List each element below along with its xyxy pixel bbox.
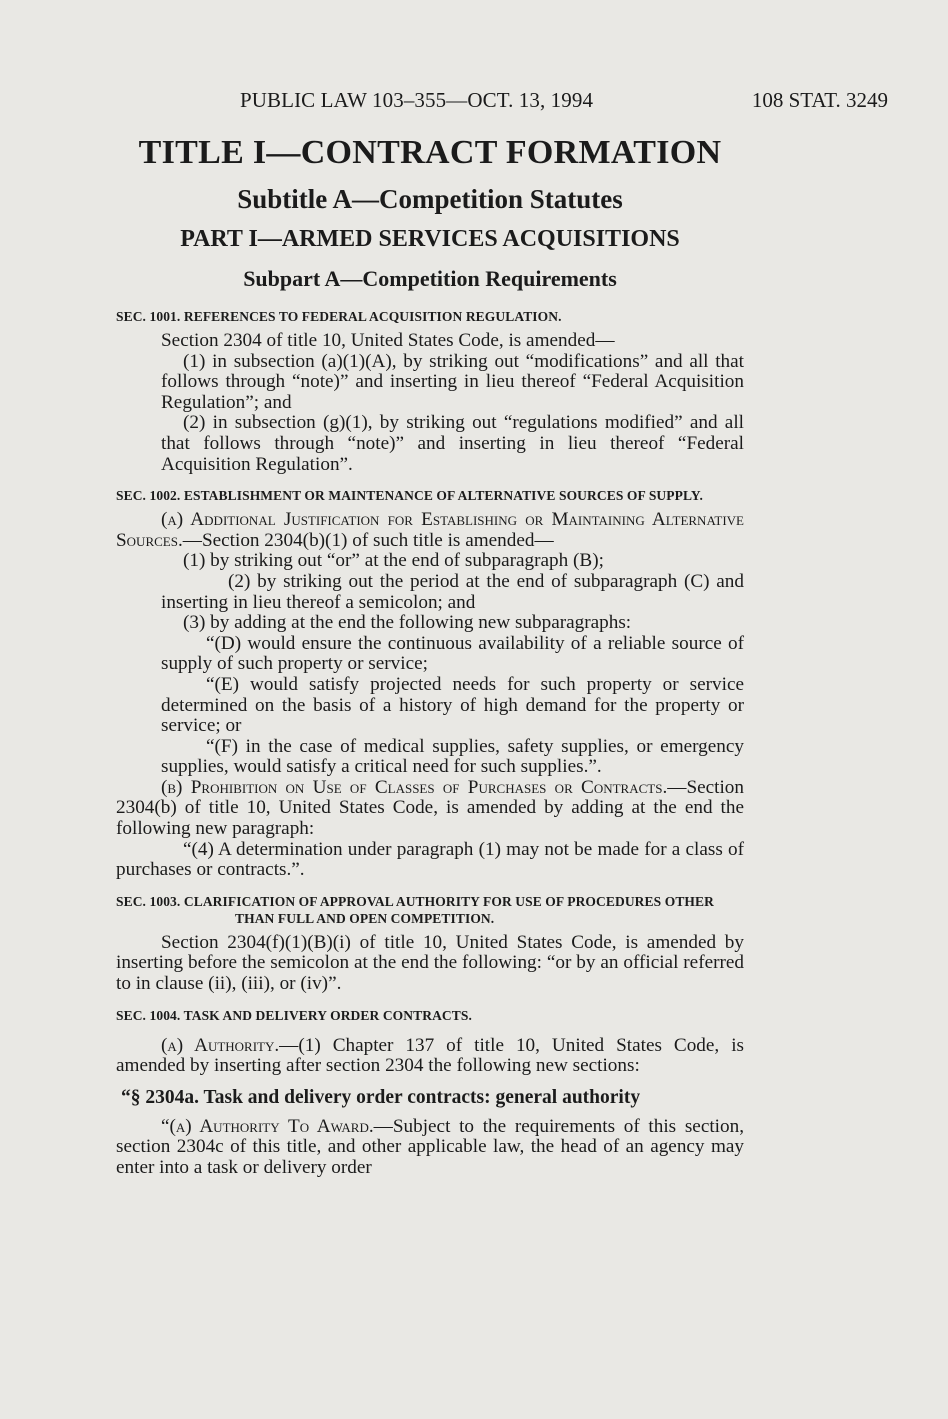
sec-1002-b-caption: (b) Prohibition on Use of Classes of Purchases or Contracts. xyxy=(161,776,668,798)
sec-1002-heading: SEC. 1002. ESTABLISHMENT OR MAINTENANCE OF ALTERNATIVE SOURCES OF SUPPLY. xyxy=(116,488,703,504)
sec-1002-item-1: (1) by striking out “or” at the end of subparagraph (B); xyxy=(183,550,604,572)
section-2304a-a xyxy=(116,1117,744,1179)
sec-1002-item-e: “(E) would satisfy projected needs for such property or service determined on the basis of a history of high demand for the property or service; or xyxy=(161,673,744,737)
sec-1002-a-text: —Section 2304(b)(1) of such title is amended— xyxy=(182,529,554,551)
sec-1003-heading: SEC. 1003. CLARIFICATION OF APPROVAL AUTHORITY FOR USE OF PROCEDURES OTHER THAN FULL AND OPEN COMPETITION. xyxy=(116,893,714,926)
sec-1003-text: Section 2304(f)(1)(B)(i) of title 10, United States Code, is amended by inserting before the semicolon at the end the following: “or by an official referred to in clause (ii), (iii), or (iv)”. xyxy=(116,931,744,995)
sec-1001-heading: SEC. 1001. REFERENCES TO FEDERAL ACQUISITION REGULATION. xyxy=(116,309,562,324)
sec-1002-a xyxy=(116,510,744,551)
sec-1002-item-2: (2) by striking out the period at the end of subparagraph (C) and inserting in lieu thereof a semicolon; and xyxy=(161,570,744,613)
running-title: PUBLIC LAW 103–355—OCT. 13, 1994 xyxy=(240,88,594,112)
sec-1002-b-text: —Section 2304(b) of title 10, United States Code, is amended by adding at the end the following new paragraph: xyxy=(116,776,744,840)
part-heading: PART I—ARMED SERVICES ACQUISITIONS xyxy=(180,226,680,252)
section-2304a-a-text: —Subject to the requirements of this section, section 2304c of this title, and other applicable law, the head of an agency may enter into a task or delivery order xyxy=(116,1115,744,1178)
sec-1001-item-1: (1) in subsection (a)(1)(A), by striking out “modifications” and all that follows through “note)” and inserting in lieu thereof “Federal Acquisition Regulation”; and xyxy=(161,350,744,413)
section-2304a-a-caption: “(a) Authority To Award. xyxy=(161,1115,374,1137)
sec-1002-item-d: “(D) would ensure the continuous availability of a reliable source of supply of such property or service; xyxy=(161,632,744,675)
subpart-heading: Subpart A—Competition Requirements xyxy=(243,266,617,291)
statute-page-number: 108 STAT. 3249 xyxy=(751,88,888,112)
sec-1004-a-text: —(1) Chapter 137 of title 10, United States Code, is amended by inserting after section 2304 the following new sections: xyxy=(116,1034,744,1077)
sec-1002-b-item-4: “(4) A determination under paragraph (1) may not be made for a class of purchases or contracts.”. xyxy=(116,838,744,881)
sec-1002-item-3: (3) by adding at the end the following new subparagraphs: xyxy=(183,612,632,634)
sec-1002-a-caption: (a) Additional Justification for Establishing or Maintaining Alternative Sources. xyxy=(116,509,744,551)
sec-1001-item-2: (2) in subsection (g)(1), by striking out “regulations modified” and all that follows through “note)” and inserting in lieu thereof “Federal Acquisition Regulation”. xyxy=(161,412,744,475)
document-body xyxy=(116,302,744,1179)
sec-1001-intro: Section 2304 of title 10, United States Code, is amended— xyxy=(161,330,615,351)
sec-1004-a-caption: (a) Authority. xyxy=(161,1034,280,1056)
sec-1004-heading: SEC. 1004. TASK AND DELIVERY ORDER CONTRACTS. xyxy=(116,1007,472,1023)
running-head xyxy=(116,88,888,118)
sec-1004-a xyxy=(116,1036,744,1077)
sec-1002-item-f: “(F) in the case of medical supplies, safety supplies, or emergency supplies, would satisfy a critical need for such supplies.”. xyxy=(161,735,744,778)
subtitle-heading: Subtitle A—Competition Statutes xyxy=(237,184,623,214)
sec-1002-b xyxy=(116,778,744,840)
section-2304a-heading: “§ 2304a. Task and delivery order contracts: general authority xyxy=(121,1086,641,1108)
title-heading: TITLE I—CONTRACT FORMATION xyxy=(138,134,722,171)
